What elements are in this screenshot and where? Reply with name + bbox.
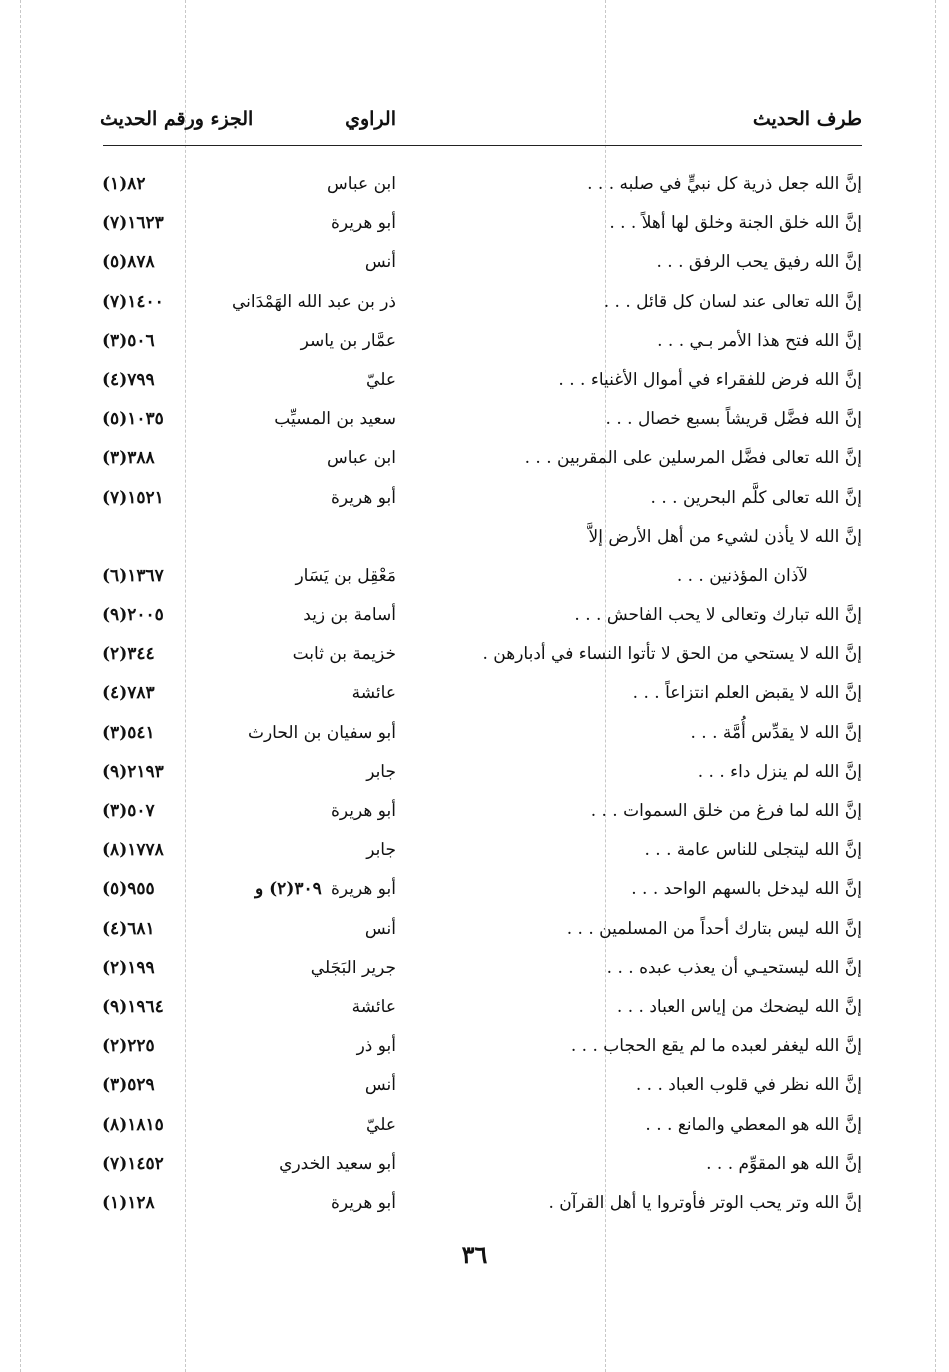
hadith-reference: ٨٧٨(٥) <box>102 252 155 273</box>
table-row <box>100 165 862 204</box>
hadith-reference: ٣٨٨(٣) <box>102 448 155 469</box>
hadith-reference: ١٠٣٥(٥) <box>102 409 164 430</box>
narrator-name: أبو هريرة <box>330 213 396 234</box>
narrator-name: أبو سفيان بن الحارث <box>247 722 396 743</box>
table-row <box>100 714 862 753</box>
narrator-name: أنس <box>364 918 396 939</box>
narrator-name: ابن عباس <box>326 174 396 194</box>
table-row <box>100 479 862 518</box>
narrator-name: أبو ذر <box>356 1036 396 1057</box>
fold-line-left <box>20 0 21 1372</box>
narrator-name: جابر <box>366 840 396 861</box>
narrator-name: مَعْقِل بن يَسَار <box>295 565 396 586</box>
hadith-text: إنَّ الله لا يقبض العلم انتزاعاً . . . <box>632 683 862 704</box>
hadith-text: إنَّ الله فتح هذا الأمر بـي . . . <box>657 330 862 351</box>
hadith-reference: ٥٤١(٣) <box>102 722 155 743</box>
hadith-reference: ١٤٠٠(٧) <box>102 291 164 312</box>
table-row <box>100 1145 862 1184</box>
hadith-text: إنَّ الله جعل ذرية كل نبيٍّ في صلبه . . . <box>587 174 862 194</box>
narrator-name: أبو هريرة <box>330 1192 396 1213</box>
hadith-reference: ٩٥٥(٥) <box>102 879 155 900</box>
hadith-text: إنَّ الله رفيق يحب الرفق . . . <box>656 252 862 273</box>
hadith-text: إنَّ الله ليتجلى للناس عامة . . . <box>644 840 862 861</box>
narrator-name: جابر <box>366 761 396 782</box>
hadith-reference: ١٩٦٤(٩) <box>102 996 164 1017</box>
hadith-reference: ٣٤٤(٢) <box>102 644 155 665</box>
table-row <box>100 635 862 674</box>
narrator-name: أسامة بن زيد <box>303 605 396 626</box>
hadith-text: إنَّ الله تعالى فضَّل المرسلين على المقربين . . . <box>524 448 862 469</box>
hadith-text: إنَّ الله ليس بتارك أحداً من المسلمين . . . <box>566 918 862 939</box>
narrator-name: ذر بن عبد الله الهَمْدَاني <box>231 291 396 312</box>
table-row <box>100 243 862 282</box>
hadith-reference: ١٦٢٣(٧) <box>102 213 164 234</box>
table-row <box>100 1106 862 1145</box>
narrator-name: خزيمة بن ثابت <box>292 644 396 665</box>
hadith-reference: ٢١٩٣(٩) <box>102 761 164 782</box>
hadith-text: إنَّ الله فرض للفقراء في أموال الأغنياء . . . <box>558 369 862 390</box>
table-row <box>100 988 862 1027</box>
reference-column-header: الجزء ورقم الحديث <box>100 108 254 130</box>
header-rule <box>103 145 862 146</box>
table-row <box>100 518 862 557</box>
table-row <box>100 1184 862 1223</box>
hadith-text: إنَّ الله وتر يحب الوتر فأوتروا يا أهل القرآن . <box>548 1192 862 1213</box>
table-row <box>100 283 862 322</box>
hadith-text: إنَّ الله تبارك وتعالى لا يحب الفاحش . . . <box>574 605 862 626</box>
narrator-name: أبو سعيد الخدري <box>279 1153 396 1174</box>
hadith-text: إنَّ الله لما فرغ من خلق السموات . . . <box>590 801 862 821</box>
table-row <box>100 831 862 870</box>
hadith-text: إنَّ الله تعالى كلَّم البحرين . . . <box>650 487 862 508</box>
narrator-name: جرير البَجَلي <box>310 957 396 978</box>
narrator-name: عليّ <box>366 1114 396 1135</box>
table-row <box>100 1027 862 1066</box>
hadith-text: إنَّ الله هو المعطي والمانع . . . <box>645 1114 862 1135</box>
table-header <box>100 108 862 140</box>
hadith-text: إنَّ الله ليغفر لعبده ما لم يقع الحجاب . . . <box>570 1036 862 1057</box>
narrator-name: أبو هريرة <box>330 801 396 821</box>
hadith-reference: ١٣٦٧(٦) <box>102 565 164 586</box>
hadith-reference: ٥٠٦(٣) <box>102 330 155 351</box>
table-row <box>100 361 862 400</box>
narrator-name: أبو هريرة <box>330 879 396 900</box>
table-row <box>100 1066 862 1105</box>
table-row <box>100 910 862 949</box>
hadith-reference: ١٤٥٢(٧) <box>102 1153 164 1174</box>
hadith-index-table <box>100 165 862 1223</box>
hadith-reference: ٥٢٩(٣) <box>102 1075 155 1096</box>
table-row <box>100 949 862 988</box>
hadith-column-header: طرف الحديث <box>752 108 862 130</box>
hadith-reference: ٢٢٥(٢) <box>102 1036 155 1057</box>
table-row <box>100 400 862 439</box>
hadith-text: إنَّ الله لا يقدِّس أُمَّة . . . <box>690 722 862 743</box>
narrator-name: عمَّار بن ياسر <box>300 330 396 351</box>
fold-line-right <box>935 0 936 1372</box>
hadith-text: إنَّ الله فضَّل قريشاً بسبع خصال . . . <box>605 409 862 430</box>
hadith-reference: ٢٠٠٥(٩) <box>102 605 164 626</box>
page-number: ٣٦ <box>461 1240 488 1269</box>
table-row <box>100 753 862 792</box>
hadith-text: إنَّ الله نظر في قلوب العباد . . . <box>635 1075 862 1096</box>
table-row <box>100 870 862 909</box>
hadith-reference: ٧٨٣(٤) <box>102 683 155 704</box>
hadith-text: إنَّ الله ليضحك من إياس العباد . . . <box>616 996 862 1017</box>
hadith-reference: ١٩٩(٢) <box>102 957 155 978</box>
table-row <box>100 557 862 596</box>
narrator-name: أبو هريرة <box>330 487 396 508</box>
narrator-name: عائشة <box>351 996 396 1017</box>
narrator-name: ابن عباس <box>326 448 396 469</box>
hadith-reference: ٥٠٧(٣) <box>102 801 155 821</box>
table-row <box>100 204 862 243</box>
hadith-reference: ١٧٧٨(٨) <box>102 840 164 861</box>
hadith-text: إنَّ الله ليدخل بالسهم الواحد . . . <box>631 879 862 900</box>
hadith-reference: ٧٩٩(٤) <box>102 369 155 390</box>
hadith-text: إنَّ الله تعالى عند لسان كل قائل . . . <box>603 291 862 312</box>
hadith-reference: ١٨١٥(٨) <box>102 1114 164 1135</box>
hadith-text: لآذان المؤذنين . . . <box>676 565 808 586</box>
hadith-text: إنَّ الله خلق الجنة وخلق لها أهلاً . . . <box>609 213 862 234</box>
hadith-reference: ٦٨١(٤) <box>102 918 155 939</box>
hadith-text: إنَّ الله ليستحيـي أن يعذب عبده . . . <box>606 957 862 978</box>
table-row <box>100 596 862 635</box>
table-row <box>100 322 862 361</box>
narrator-column-header: الراوي <box>345 108 396 130</box>
table-row <box>100 439 862 478</box>
narrator-name: سعيد بن المسيِّب <box>274 409 396 430</box>
hadith-text: إنَّ الله هو المقوِّم . . . <box>706 1153 862 1174</box>
hadith-text: إنَّ الله لا يأذن لشيء من أهل الأرض إلاَّ <box>588 526 862 547</box>
narrator-name: أنس <box>364 1075 396 1096</box>
hadith-text: إنَّ الله لا يستحي من الحق لا تأتوا النساء في أدبارهن . <box>482 644 862 665</box>
narrator-name: أنس <box>364 252 396 273</box>
hadith-reference: ١٢٨(١) <box>102 1192 155 1213</box>
table-row <box>100 792 862 831</box>
hadith-reference-extra: ٣٠٩(٢) و <box>255 879 322 900</box>
hadith-reference: ١٥٢١(٧) <box>102 487 164 508</box>
hadith-reference: ٨٢(١) <box>102 174 146 194</box>
table-row <box>100 674 862 713</box>
hadith-text: إنَّ الله لم ينزل داء . . . <box>697 761 862 782</box>
narrator-name: عائشة <box>351 683 396 704</box>
narrator-name: عليّ <box>366 369 396 390</box>
